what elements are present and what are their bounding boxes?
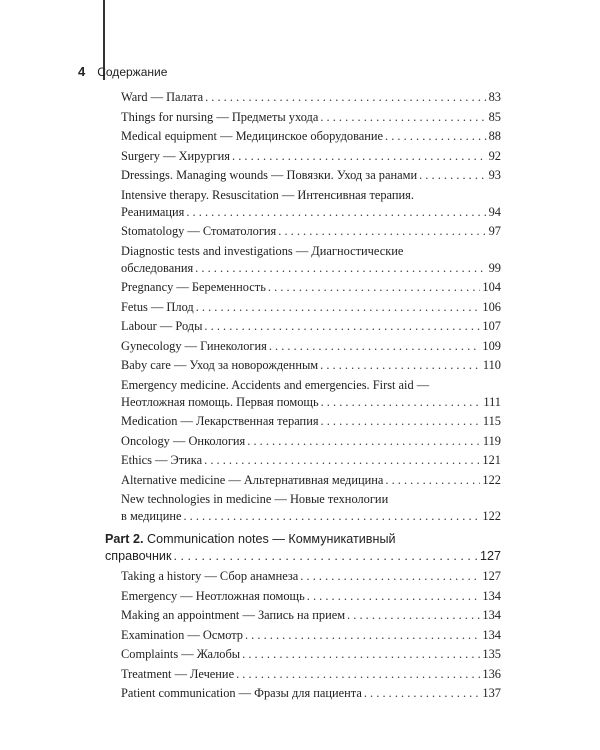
toc-entry-title: Examination — Осмотр [121, 627, 243, 642]
dot-leader [268, 279, 481, 296]
toc-entry-title: Treatment — Лечение [121, 666, 235, 681]
toc-entry-title-line1: New technologies in medicine — Новые технологии [121, 492, 389, 506]
toc-entry-title: Emergency — Неотложная помощь [121, 588, 305, 603]
part-2-page: 127 [479, 549, 501, 563]
dot-leader [186, 204, 486, 221]
toc-entry[interactable] [105, 89, 501, 106]
dot-leader [385, 472, 480, 489]
toc-entry[interactable] [105, 243, 501, 277]
toc-entry-title: Oncology — Онкология [121, 433, 246, 448]
toc-entry[interactable] [105, 646, 501, 663]
toc-entry[interactable] [105, 167, 501, 184]
toc-entry[interactable] [105, 588, 501, 605]
toc-entry-page: 110 [482, 358, 501, 372]
toc-entry-title: Things for nursing — Предметы ухода [121, 109, 319, 124]
toc-entry[interactable] [105, 357, 501, 374]
toc-entry-page: 135 [482, 647, 501, 661]
toc-entry-page: 83 [488, 90, 501, 104]
page-number: 4 [78, 64, 86, 79]
toc-entry-title: Taking a history — Сбор анамнеза [121, 569, 299, 583]
part-2-title-line2: справочник [105, 549, 172, 563]
toc-entry-title: Labour — Роды [121, 319, 203, 333]
dot-leader [419, 167, 487, 184]
toc-entry-title-line1: Intensive therapy. Resuscitation — Интенсивная терапия. [121, 187, 414, 202]
toc-entry[interactable] [105, 627, 501, 644]
toc-entry-page: 85 [488, 109, 501, 124]
toc-entry-title-line1: Emergency medicine. Accidents and emergencies. First aid — [121, 377, 430, 392]
toc-entry[interactable] [105, 685, 501, 702]
toc-entry-page: 106 [482, 299, 501, 314]
dot-leader [269, 338, 481, 355]
toc-entry-title-line2: обследования [121, 260, 194, 275]
dot-leader [173, 548, 478, 565]
toc-entry-title: Medical equipment — Медицинское оборудование [121, 129, 384, 143]
toc-entry-title-line1: Diagnostic tests and investigations — Диагностические [121, 243, 404, 258]
dot-leader [195, 260, 486, 277]
toc-entry[interactable] [105, 128, 501, 145]
toc-entry-title: Making an appointment — Запись на прием [121, 608, 346, 622]
dot-leader [364, 685, 481, 702]
dot-leader [385, 128, 487, 145]
dot-leader [347, 607, 480, 624]
toc-entry-title: Ethics — Этика [121, 453, 203, 467]
dot-leader [205, 89, 487, 106]
toc-entry[interactable] [105, 223, 501, 240]
running-head [78, 64, 167, 79]
dot-leader [232, 148, 487, 165]
table-of-contents [105, 89, 501, 705]
toc-entry-title-line2: в медицине [121, 509, 182, 523]
dot-leader [321, 394, 482, 411]
toc-entry[interactable] [105, 377, 501, 411]
toc-entry-page: 97 [488, 224, 501, 238]
toc-entry-page: 134 [482, 588, 501, 603]
toc-entry-page: 109 [482, 338, 501, 353]
toc-entry-title: Pregnancy — Беременность [121, 280, 266, 294]
toc-entry-title: Gynecology — Гинекология [121, 338, 267, 353]
dot-leader [245, 627, 480, 644]
toc-entry-page: 107 [482, 319, 501, 333]
toc-entry[interactable] [105, 318, 501, 335]
toc-entry[interactable] [105, 148, 501, 165]
toc-entry-title: Fetus — Плод [121, 299, 194, 314]
dot-leader [183, 508, 480, 525]
toc-entry-page: 121 [482, 453, 501, 467]
toc-entry[interactable] [105, 433, 501, 450]
toc-entry-page: 111 [483, 394, 501, 409]
toc-entry-title-line2: Неотложная помощь. Первая помощь [121, 394, 319, 409]
toc-entry[interactable] [105, 607, 501, 624]
part-2-number: Part 2. [105, 532, 144, 546]
toc-entry-title: Dressings. Managing wounds — Повязки. Уход за ранами [121, 168, 418, 182]
toc-entry[interactable] [105, 568, 501, 585]
toc-entry-page: 122 [482, 509, 501, 523]
toc-entry-title: Stomatology — Стоматология [121, 224, 277, 238]
toc-entry-title: Ward — Палата [121, 90, 204, 104]
toc-entry-title: Medication — Лекарственная терапия [121, 414, 319, 428]
dot-leader [300, 568, 480, 585]
toc-entry[interactable] [105, 187, 501, 221]
toc-entry-page: 119 [482, 433, 501, 448]
toc-entry-page: 93 [488, 168, 501, 182]
dot-leader [307, 588, 481, 605]
toc-entry[interactable] [105, 338, 501, 355]
toc-entry-page: 136 [482, 666, 501, 681]
dot-leader [196, 299, 481, 316]
dot-leader [236, 666, 480, 683]
toc-entry-title-line2: Реанимация [121, 204, 185, 219]
toc-entry-page: 104 [482, 280, 501, 294]
toc-entry-title: Alternative medicine — Альтернативная медицина [121, 472, 384, 487]
dot-leader [320, 109, 486, 126]
toc-entry-page: 99 [488, 260, 501, 275]
toc-entry-page: 137 [482, 686, 501, 700]
toc-entry[interactable] [105, 299, 501, 316]
toc-entry[interactable] [105, 666, 501, 683]
toc-entry-page: 134 [482, 627, 501, 642]
toc-entry-page: 122 [482, 472, 501, 487]
toc-entry-page: 127 [482, 569, 501, 583]
toc-entry[interactable] [105, 279, 501, 296]
dot-leader [278, 223, 486, 240]
toc-entry-title: Surgery — Хирургия [121, 148, 231, 163]
toc-entry-page: 134 [482, 608, 501, 622]
section-title: Содержание [97, 65, 168, 79]
dot-leader [204, 452, 480, 469]
toc-entry-title: Patient communication — Фразы для пациента [121, 686, 362, 700]
part-2-title: Communication notes — Коммуникативный [147, 532, 396, 546]
toc-entry-title: Baby care — Уход за новорожденным [121, 358, 319, 372]
toc-entry[interactable] [105, 452, 501, 469]
toc-entry[interactable] [105, 491, 501, 525]
part-2-title-line1 [105, 531, 501, 548]
part-2-heading[interactable] [105, 531, 501, 565]
dot-leader [204, 318, 480, 335]
dot-leader [242, 646, 480, 663]
dot-leader [320, 357, 481, 374]
toc-entry-page: 88 [488, 129, 501, 143]
toc-entry[interactable] [105, 472, 501, 489]
dot-leader [321, 413, 481, 430]
toc-entry-title: Complaints — Жалобы [121, 647, 241, 661]
dot-leader [247, 433, 481, 450]
toc-entry[interactable] [105, 413, 501, 430]
toc-entry-page: 94 [488, 204, 501, 219]
toc-entry-page: 92 [488, 148, 501, 163]
toc-entry-page: 115 [482, 414, 501, 428]
toc-entry[interactable] [105, 109, 501, 126]
